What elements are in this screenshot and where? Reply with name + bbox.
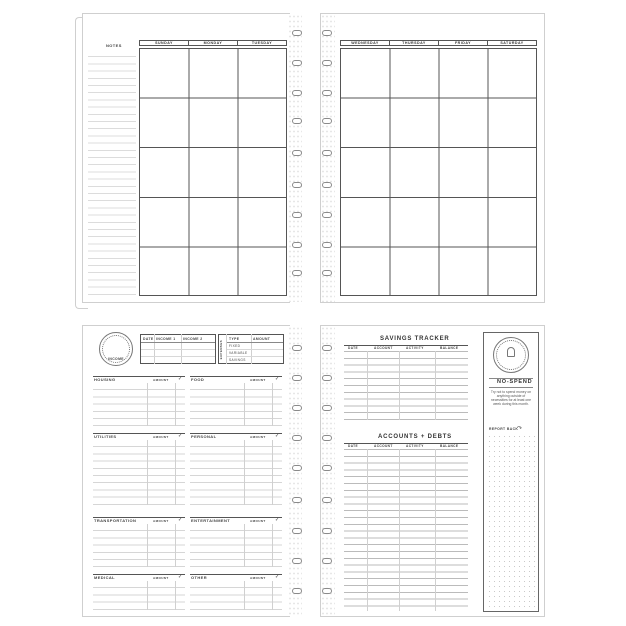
savings-header-activity: ACTIVITY [406,346,424,350]
no-spend-title: NO-SPEND [497,379,533,385]
expense-side-label: EXPENSES [219,340,223,360]
check-icon: ✓ [178,376,183,382]
accounts-debts-table [344,443,468,611]
category-amount-label: AMOUNT [250,518,266,523]
category-rows [93,524,185,567]
expense-row-variable: VARIABLE [229,351,248,355]
accounts-rows [344,449,468,611]
report-back-label: REPORT BACK [489,427,519,431]
check-icon: ✓ [275,517,280,523]
report-back-arrow-icon: ↷ [517,426,523,432]
accounts-debts-title: ACCOUNTS + DEBTS [378,434,452,440]
check-icon: ✓ [275,574,280,580]
category-name: OTHER [191,575,207,580]
accounts-header-account: ACCOUNT [374,444,393,448]
category-name: ENTERTAINMENT [191,518,231,523]
divider [227,356,283,357]
category-block [190,517,282,567]
no-spend-dot-grid [487,434,535,608]
income-badge-label: INCOME [108,357,124,361]
savings-rows [344,351,468,420]
calendar-grid-right [340,40,537,296]
accounts-header-activity: ACTIVITY [406,444,424,448]
category-name: TRANSPORTATION [94,518,137,523]
category-name: FOOD [191,377,205,382]
category-name: MEDICAL [94,575,116,580]
category-amount-label: AMOUNT [250,434,266,439]
income-header-date: DATE [143,337,154,341]
day-header-wednesday: WEDNESDAY [340,40,390,46]
check-icon: ✓ [178,574,183,580]
category-rows [190,440,282,505]
category-amount-label: AMOUNT [153,434,169,439]
category-block [190,376,282,426]
category-block [93,517,185,567]
day-header-monday: MONDAY [188,40,238,46]
category-block [190,433,282,505]
accounts-header-date: DATE [348,444,359,448]
category-amount-label: AMOUNT [153,575,169,580]
divider [227,349,283,350]
savings-tracker-title: SAVINGS TRACKER [380,336,450,342]
savings-header-date: DATE [348,346,359,350]
category-block [93,376,185,426]
category-rows [93,440,185,505]
category-rows [190,581,282,610]
divider [141,349,215,350]
accounts-header-balance: BALANCE [440,444,459,448]
day-cells [139,48,287,296]
divider [141,356,215,357]
expense-header-type: TYPE [229,337,240,341]
divider [489,387,533,388]
category-amount-label: AMOUNT [250,575,266,580]
day-header-thursday: THURSDAY [389,40,439,46]
category-rows [93,581,185,610]
category-rows [190,524,282,567]
expense-row-fixed: FIXED [229,344,241,348]
category-name: UTILITIES [94,434,117,439]
category-rows [93,383,185,426]
notes-lines [88,50,136,300]
check-icon: ✓ [178,433,183,439]
check-icon: ✓ [178,517,183,523]
dotted-margin-strip [288,326,302,616]
expense-row-savings: SAVINGS [229,358,246,362]
day-header-saturday: SATURDAY [487,40,537,46]
category-block [93,574,185,610]
category-name: PERSONAL [191,434,217,439]
day-header-sunday: SUNDAY [139,40,189,46]
no-spend-description: Try not to spend money on anything outside of necessities for at least one week during this month. [490,390,532,406]
no-spend-badge-icon [507,347,515,357]
income-header-income-2: INCOME 2 [183,337,203,341]
divider [141,342,215,343]
category-amount-label: AMOUNT [153,377,169,382]
dotted-margin-strip [321,326,335,616]
savings-header-balance: BALANCE [440,346,459,350]
dotted-margin-strip [321,14,335,302]
category-block [93,433,185,505]
check-icon: ✓ [275,433,280,439]
income-header-income-1: INCOME 1 [156,337,176,341]
day-cells [340,48,537,296]
notes-label: NOTES [106,43,122,48]
day-header-friday: FRIDAY [438,40,488,46]
dotted-margin-strip [288,14,302,302]
check-icon: ✓ [275,376,280,382]
day-header-tuesday: TUESDAY [237,40,287,46]
expense-header-amount: AMOUNT [253,337,271,341]
category-block [190,574,282,610]
category-amount-label: AMOUNT [250,377,266,382]
category-amount-label: AMOUNT [153,518,169,523]
category-name: HOUSING [94,377,116,382]
savings-tracker-table [344,345,468,420]
divider [227,342,283,343]
category-rows [190,383,282,426]
calendar-grid-left [139,40,287,296]
savings-header-account: ACCOUNT [374,346,393,350]
